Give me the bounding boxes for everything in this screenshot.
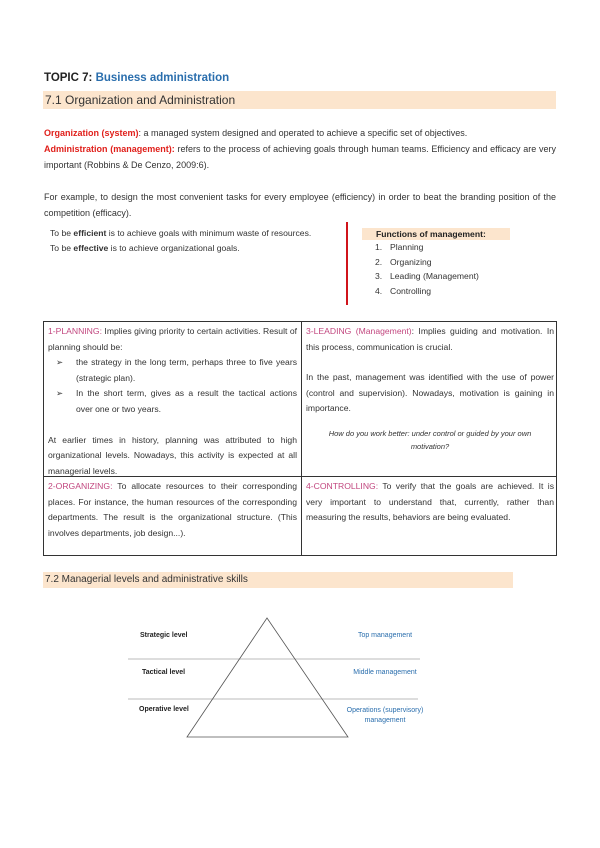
function-item: 1. Planning bbox=[375, 242, 424, 252]
efficient-line: To be efficient is to achieve goals with minimum waste of resources. bbox=[50, 228, 312, 238]
example-paragraph: For example, to design the most convenient tasks for every employee (efficiency) in order to beat the branding position of the competition (efficacy). bbox=[44, 192, 556, 218]
cell-leading: 3-LEADING (Management): Implies guiding and motivation. In this process, communication is crucial. In the past, management was identified with the use of power (control and supervision). Nowadays, motivation is gaining in importance. How do you work better: under control or guided by your own motivation? bbox=[306, 326, 554, 451]
section-heading-7-1: 7.1 Organization and Administration bbox=[43, 91, 556, 109]
management-label-middle: Middle management bbox=[353, 669, 417, 676]
function-item: 3. Leading (Management) bbox=[375, 271, 479, 281]
functions-title: Functions of management: bbox=[362, 228, 510, 240]
function-item: 4. Controlling bbox=[375, 285, 432, 296]
management-label-operations: Operations (supervisory) management bbox=[346, 707, 424, 724]
section-heading-7-2: 7.2 Managerial levels and administrative skills bbox=[43, 572, 513, 588]
definition-text: : a managed system designed and operated to achieve a specific set of objectives. bbox=[138, 128, 468, 138]
level-label-strategic: Strategic level bbox=[140, 632, 188, 639]
definition-term: Organization (system) bbox=[44, 128, 139, 138]
pyramid-triangle bbox=[187, 618, 348, 737]
effective-line: To be effective is to achieve organizational goals. bbox=[50, 243, 240, 253]
level-label-tactical: Tactical level bbox=[142, 669, 186, 676]
definition-term: Administration (management): bbox=[44, 144, 175, 154]
topic-name: Business administration bbox=[95, 72, 230, 84]
level-label-operative: Operative level bbox=[139, 706, 189, 713]
definition-text: refers to the process of achieving goals through human teams. Efficiency and efficacy are very important (Robbins & De Cenzo, 2009:6). bbox=[44, 144, 556, 170]
management-label-top: Top management bbox=[357, 632, 413, 639]
function-item: 2. Organizing bbox=[375, 256, 432, 267]
cell-controlling: 4-CONTROLLING: To verify that the goals are achieved. It is very important to understand that, currently, rather than measuring the results, behaviors are being evaluated. bbox=[306, 481, 554, 523]
cell-planning: 1-PLANNING: Implies giving priority to certain activities. Result of planning should be: ➢ the strategy in the long term, perhaps three to five years (strategic plan). ➢ In the short term, gives as a result the tactical actions over one or two years. At earlier times in history, planning was attributed to high organizational levels. Nowadays, this activity is expected at all managerial levels. bbox=[48, 326, 297, 476]
cell-organizing: 2-ORGANIZING: To allocate resources to their corresponding places. For instance, the human resources of the corresponding departments. The result is the organizational structure. (This involves departments, job design...). bbox=[48, 481, 297, 538]
topic-prefix: TOPIC 7: bbox=[44, 72, 93, 84]
